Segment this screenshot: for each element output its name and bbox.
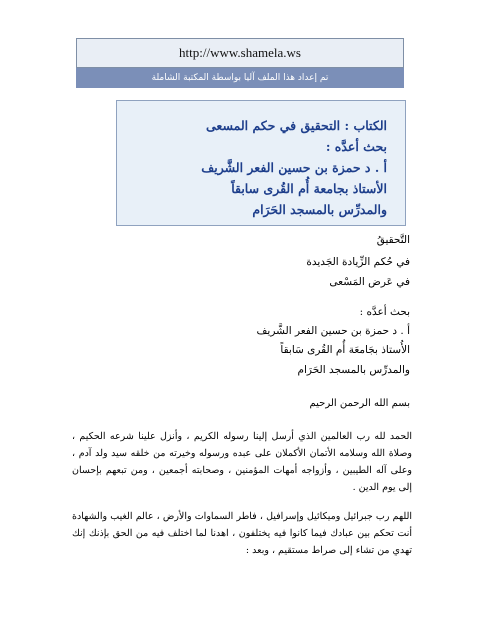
site-url: http://www.shamela.ws	[179, 45, 301, 60]
book-info-box	[116, 100, 406, 226]
title-line-3: في عَرض المَسْعى	[329, 276, 410, 288]
paragraph-2: اللهم رب جبرائيل وميكائيل وإسرافيل ، فاطر السماوات والأرض ، عالم الغيب والشهادة أنت تحكم بين عبادك فيما كانوا فيه يختلفون ، اهدنا لما اختلف فيه من الحق بإذنك إنك تهدي من تشاء إلى صراط مستقيم ، وبعد :	[72, 511, 412, 556]
research-by-line: بحث أعدَّه :	[325, 139, 387, 154]
book-title-line: الكتاب : التحقيق في حكم المسعى	[206, 118, 387, 133]
banner-text: تم إعداد هذا الملف آليا بواسطة المكتبة الشاملة	[151, 73, 329, 83]
author-line-3: الأُستاذ بجَامعَة أُم القُرى سَابقاً	[280, 344, 410, 356]
generator-banner	[76, 68, 404, 88]
site-url-box	[76, 38, 404, 68]
author-line-2: أ . د حمزة بن حسين الفعر الشَّريف	[256, 325, 410, 337]
author-position-line: الأستاذ بجامعة أُم القُرى سابقاً	[231, 181, 387, 196]
author-line-1: بحث أعدَّه :	[359, 306, 410, 318]
author-teaching-line: والمدرِّس بالمسجد الحَرَام	[252, 202, 387, 217]
title-line-1: التَّحقيقُ	[376, 234, 410, 246]
basmala: بسم الله الرحمن الرحيم	[309, 398, 410, 409]
title-line-2: في حُكم الزِّيادة الجَديدة	[306, 256, 410, 268]
author-name-line: أ . د حمزة بن حسين الفعر الشَّريف	[201, 160, 387, 175]
paragraph-1: الحمد لله رب العالمين الذي أرسل إلينا رسوله الكريم ، وأنزل علينا شرعه الحكيم ، وصلاة الله وسلامه الأتمان الأكملان على عبده ورسوله وخيرته من خلقه سيد ولد آدم ، وعلى آله الطيبين ، وأزواجه أمهات المؤمنين ، وصحابته أجمعين ، ومن تبعهم بإحسان إلى يوم الدين .	[72, 431, 412, 493]
author-line-4: والمدرِّس بالمسجد الحَرَام	[297, 364, 410, 376]
